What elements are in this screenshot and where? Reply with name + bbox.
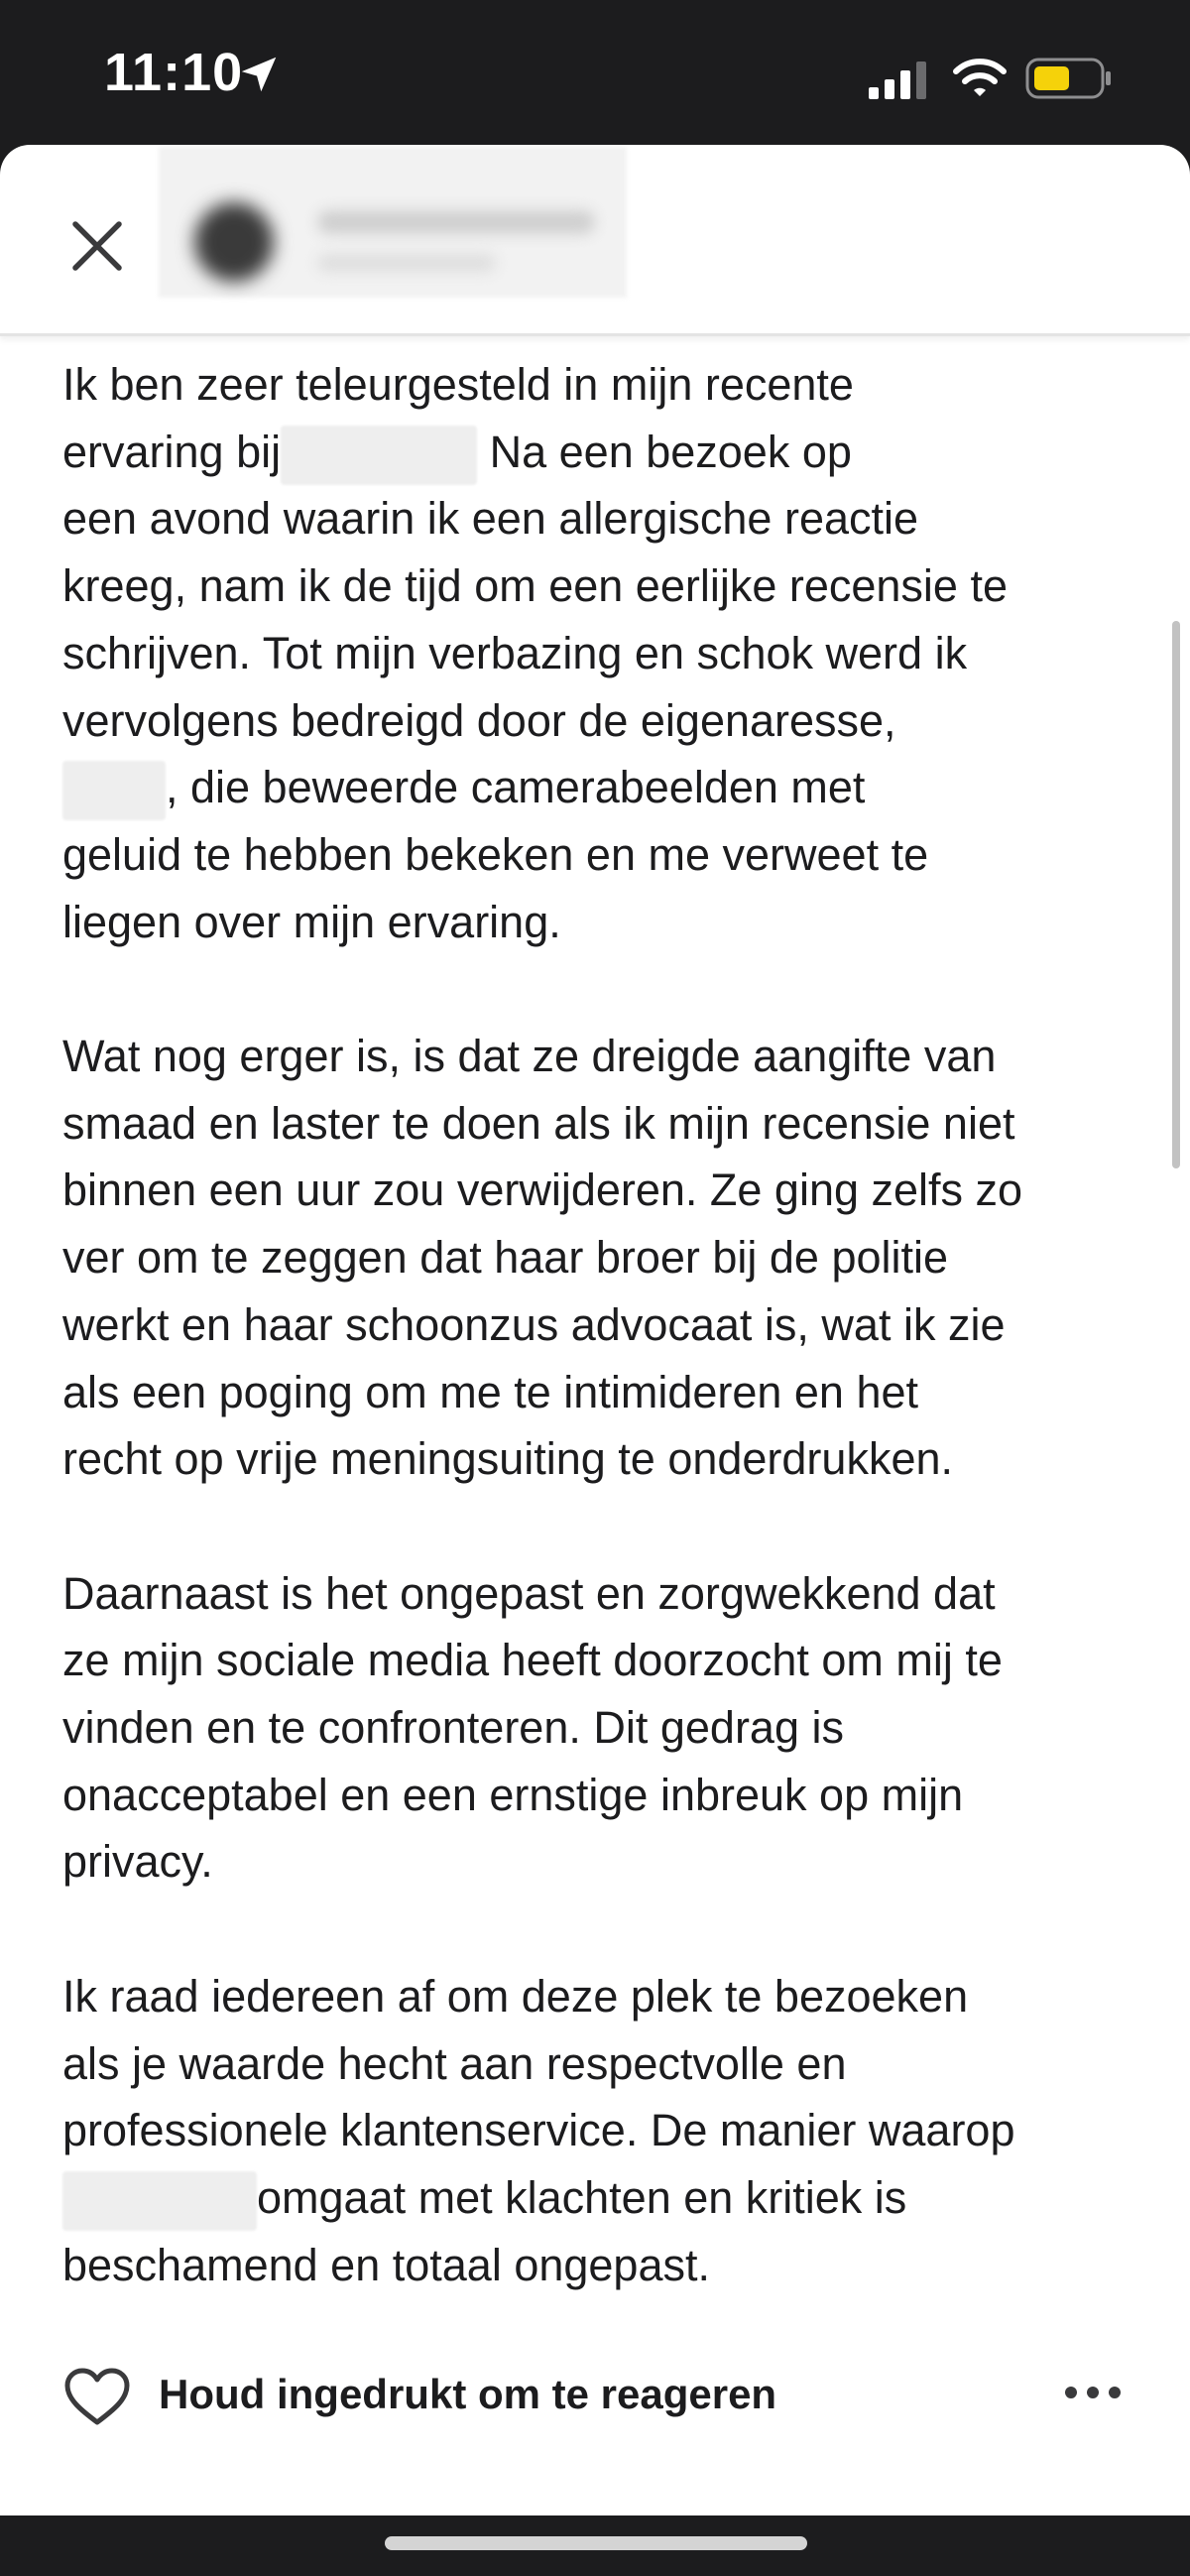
heart-icon[interactable] (63, 2367, 131, 2428)
home-indicator[interactable] (385, 2536, 807, 2550)
review-paragraph-2: Wat nog erger is, is dat ze dreigde aangifte van smaad en laster te doen als ik mijn recensie niet binnen een uur zou verwijderen. Ze ging zelfs zo ver om te zeggen dat haar broer bij de politie werkt en haar schoonzus advocaat is, wat ik zie als een poging om me te intimideren en het recht op vrije meningsuiting te onderdrukken. (62, 1031, 1023, 1485)
redacted-owner-name (62, 761, 166, 820)
close-icon[interactable] (61, 210, 133, 282)
review-paragraph-3: Daarnaast is het ongepast en zorgwekkend dat ze mijn sociale media heeft doorzocht om mij te vinden en te confronteren. Dit gedrag is onacceptabel en een ernstige inbreuk op mijn privacy. (62, 1567, 1003, 1888)
author-subtitle-redacted (317, 254, 496, 272)
status-bar (0, 0, 1190, 149)
review-line: een avond waarin ik een allergische reactie kreeg, nam ik de tijd om een eerlijke recensie te schrijven. Tot mijn verbazing en schok werd ik vervolgens bedreigd door de eigenaresse, (62, 493, 1008, 746)
home-indicator-area (0, 2515, 1190, 2576)
review-paragraph-1 (62, 351, 1133, 955)
review-line: Na een bezoek op (477, 426, 852, 477)
battery-icon (1025, 58, 1113, 99)
review-line: geluid te hebben bekeken en me verweet te liegen over mijn ervaring. (62, 828, 929, 947)
review-line: Ik ben zeer teleurgesteld in mijn recente (62, 359, 854, 410)
review-text (62, 351, 1133, 2298)
more-dots-icon[interactable] (1063, 2381, 1123, 2404)
redacted-business-name (281, 426, 477, 485)
location-arrow-icon (236, 52, 282, 97)
author-name-redacted (317, 210, 595, 234)
review-paragraph-4 (62, 1963, 1133, 2299)
review-sheet (0, 145, 1190, 2515)
signal-icon (869, 60, 930, 99)
react-hint-label[interactable]: Houd ingedrukt om te reageren (159, 2371, 777, 2417)
avatar (194, 202, 274, 282)
review-line: omgaat met klachten en kritiek is (257, 2171, 907, 2223)
review-line: Ik raad iedereen af om deze plek te bezoeken als je waarde hecht aan respectvolle en professionele klantenservice. De manier waarop (62, 1970, 1015, 2156)
status-time: 11:10 (104, 43, 244, 102)
review-line: , die beweerde camerabeelden met (166, 762, 866, 813)
review-line: beschamend en totaal ongepast. (62, 2239, 710, 2290)
scrollbar[interactable] (1172, 621, 1180, 1168)
review-line: ervaring bij (62, 426, 282, 477)
reaction-row (0, 2337, 1190, 2446)
sheet-header (0, 145, 1190, 336)
wifi-icon (952, 56, 1008, 99)
redacted-business-name (62, 2171, 257, 2231)
